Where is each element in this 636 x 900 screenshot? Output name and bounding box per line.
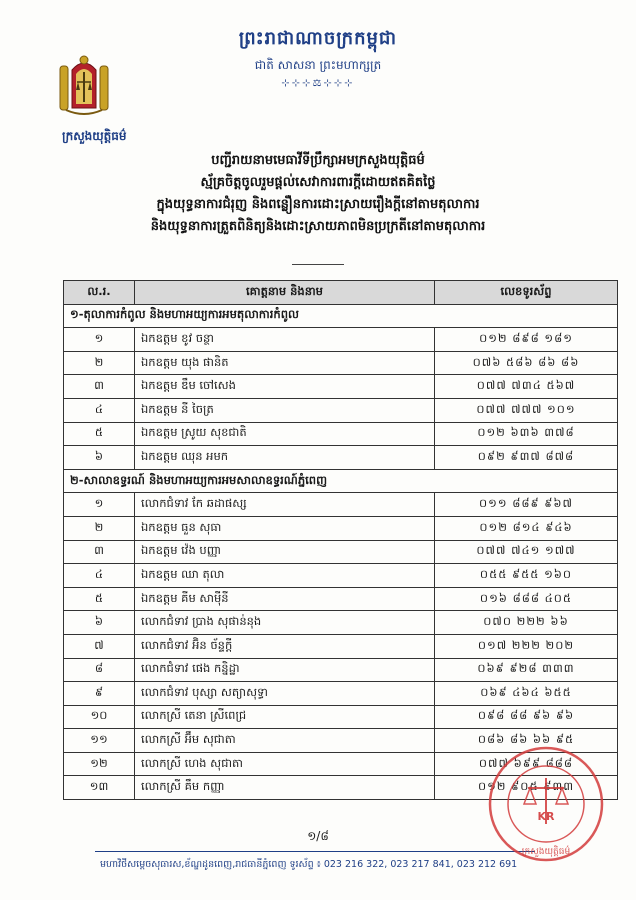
phone-number: ០៧៦ ៥៨៦ ៨៦ ៨៦ xyxy=(435,351,618,375)
document-title xyxy=(0,150,636,238)
row-number: ៦ xyxy=(64,611,135,635)
table-row xyxy=(64,422,618,446)
phone-number: ០១២ ៨១៤ ៩៤៦ xyxy=(435,516,618,540)
table-row xyxy=(64,540,618,564)
row-number: ១២ xyxy=(64,752,135,776)
row-number: ១៣ xyxy=(64,776,135,800)
row-number: ៦ xyxy=(64,446,135,470)
ministry-seal-stamp xyxy=(486,744,606,864)
phone-number: ០៥៥ ៩៥៥ ១៦០ xyxy=(435,564,618,588)
row-number: ៥ xyxy=(64,587,135,611)
phone-number: ០៩២ ៩៣៧ ៨៧៨ xyxy=(435,446,618,470)
title-divider xyxy=(292,264,344,265)
row-number: ២ xyxy=(64,516,135,540)
lawyer-name: ឯកឧត្តម ធួន សុធា xyxy=(135,516,435,540)
lawyer-name: លោកជំទាវ ប្រាង សុផាន់នុង xyxy=(135,611,435,635)
phone-number: ០១១ ៨៨៩ ៩៦៧ xyxy=(435,493,618,517)
phone-number: ០៧៧ ៦៩៩ ៨៨៨ xyxy=(435,752,618,776)
phone-number: ០៧៧ ៧៧៧ ១០១ xyxy=(435,398,618,422)
lawyer-name: លោកស្រី គឹម កញ្ញា xyxy=(135,776,435,800)
table-row xyxy=(64,516,618,540)
lawyer-name: ឯកឧត្តម វ៉េង បញ្ញា xyxy=(135,540,435,564)
lawyer-name: ឯកឧត្តម យុង ផានិត xyxy=(135,351,435,375)
row-number: ១ xyxy=(64,493,135,517)
lawyer-name: លោកស្រី អ៊ឹម សុជាតា xyxy=(135,729,435,753)
table-row xyxy=(64,705,618,729)
phone-number: ០៨៦ ៨៦ ៦៦ ៩៥ xyxy=(435,729,618,753)
row-number: ៤ xyxy=(64,564,135,588)
row-number: ២ xyxy=(64,351,135,375)
table-row xyxy=(64,398,618,422)
phone-number: ០១២ ៨៩៨ ១៨១ xyxy=(435,328,618,352)
column-header-number: ល.រ. xyxy=(64,281,135,305)
section-row xyxy=(64,469,618,493)
phone-number: ០៧០ ២២២ ៦៦ xyxy=(435,611,618,635)
row-number: ៥ xyxy=(64,422,135,446)
lawyer-name: លោកជំទាវ កែ ឆដាផស្ស xyxy=(135,493,435,517)
row-number: ៤ xyxy=(64,398,135,422)
national-motto: ជាតិ សាសនា ព្រះមហាក្សត្រ xyxy=(254,58,382,72)
phone-number: ០១២ ៦៣៦ ៣៧៨ xyxy=(435,422,618,446)
phone-number: ០៧៧ ៧៣៤ ៥៦៧ xyxy=(435,375,618,399)
lawyer-name: លោកជំទាវ ផេង កន្និដ្ឋា xyxy=(135,658,435,682)
table-header-row xyxy=(64,281,618,305)
table-row xyxy=(64,658,618,682)
phone-number: ០៩៨ ៨៨ ៩៦ ៩៦ xyxy=(435,705,618,729)
lawyer-name: ឯកឧត្តម ឈា តុលា xyxy=(135,564,435,588)
phone-number: ០៧៧ ៧៤១ ១៧៧ xyxy=(435,540,618,564)
stamp-ring-text: ក្រសួងយុត្តិធម៌ xyxy=(521,847,571,857)
table-row xyxy=(64,351,618,375)
table-row xyxy=(64,587,618,611)
stamp-center-text: KR xyxy=(537,810,555,823)
ministry-emblem-icon xyxy=(58,52,110,118)
column-header-phone: លេខទូរស័ព្ទ xyxy=(435,281,618,305)
ministry-name: ក្រសួងយុត្តិធម៌ xyxy=(62,129,127,143)
table-body xyxy=(64,304,618,799)
phone-number: ០១២ ៩០៥ ៩៣៣ xyxy=(435,776,618,800)
table-row xyxy=(64,446,618,470)
footer-divider xyxy=(95,851,535,852)
row-number: ៨ xyxy=(64,658,135,682)
table-row xyxy=(64,564,618,588)
table-row xyxy=(64,375,618,399)
lawyer-name: លោកជំទាវ បុស្សា សត្យាសុទ្ធា xyxy=(135,682,435,706)
row-number: ១ xyxy=(64,328,135,352)
table-row xyxy=(64,682,618,706)
lawyer-name: លោកជំទាវ អ៊ិន ច័ន្ទក្ដី xyxy=(135,634,435,658)
lawyer-name: ឯកឧត្តម នី ចៃត្រ xyxy=(135,398,435,422)
lawyer-name: ឯកឧត្តម ឈុន អមក xyxy=(135,446,435,470)
page-number: ១/៨ xyxy=(307,829,329,843)
lawyer-name: លោកស្រី ហេង សុជាតា xyxy=(135,752,435,776)
row-number: ៣ xyxy=(64,540,135,564)
phone-number: ០១៧ ២២២ ២០២ xyxy=(435,634,618,658)
phone-number: ០៦៩ ៤៦៤ ៦៥៥ xyxy=(435,682,618,706)
column-header-name: គោត្តនាម និងនាម xyxy=(135,281,435,305)
row-number: ៧ xyxy=(64,634,135,658)
table-row xyxy=(64,493,618,517)
title-line: ស្ម័គ្រចិត្តចូលរួមផ្ដល់សេវាការពារក្ដីដោយឥតគិតថ្លៃ xyxy=(200,175,436,190)
lawyer-name: ឯកឧត្តម គីម សាមុីនី xyxy=(135,587,435,611)
row-number: ១១ xyxy=(64,729,135,753)
row-number: ៩ xyxy=(64,682,135,706)
lawyer-table xyxy=(63,280,618,800)
section-title: ២-សាលាឧទ្ធរណ៍ និងមហាអយ្យការអមសាលាឧទ្ធរណ៍ភ្នំពេញ xyxy=(64,469,618,493)
phone-number: ០៦៩ ៩២៨ ៣៣៣ xyxy=(435,658,618,682)
header-ornament: ⊹⊹⊹⚖⊹⊹⊹ xyxy=(281,78,355,89)
section-title: ១-តុលាការកំពូល និងមហាអយ្យការអមតុលាការកំពូល xyxy=(64,304,618,328)
title-line: ក្នុងយុទ្ធនាការជំរុញ និងពន្លឿនការដោះស្រាយរឿងក្ដីនៅតាមតុលាការ xyxy=(156,197,480,212)
kingdom-title: ព្រះរាជាណាចក្រកម្ពុជា xyxy=(238,28,398,49)
lawyer-name: លោកស្រី តេនា ស្រីពេជ្រ xyxy=(135,705,435,729)
lawyer-name: ឯកឧត្តម ឌឹម ចៅសេង xyxy=(135,375,435,399)
row-number: ១០ xyxy=(64,705,135,729)
lawyer-name: ឯកឧត្តម ខូវ ចន្ថា xyxy=(135,328,435,352)
section-row xyxy=(64,304,618,328)
phone-number: ០១៦ ៨៨៨ ៤០៥ xyxy=(435,587,618,611)
footer-address: មហាវិថីសម្ដេចសុធារស,ខ័ណ្ឌដូនពេញ,រាជធានីភ្នំពេញ ទូរស័ព្ទ ៖ 023 216 322, 023 217 841, 023 212 691 xyxy=(100,859,518,870)
title-line: បញ្ជីរាយនាមមេធាវីទីប្រឹក្សាអមក្រសួងយុត្តិធម៌ xyxy=(211,153,425,168)
table-row xyxy=(64,611,618,635)
lawyer-name: ឯកឧត្តម ស្រូយ សុខជាតិ xyxy=(135,422,435,446)
title-line: និងយុទ្ធនាការត្រួតពិនិត្យនិងដោះស្រាយភាពមិនប្រក្រតីនៅតាមតុលាការ xyxy=(150,219,486,234)
row-number: ៣ xyxy=(64,375,135,399)
table-row xyxy=(64,634,618,658)
table-row xyxy=(64,328,618,352)
